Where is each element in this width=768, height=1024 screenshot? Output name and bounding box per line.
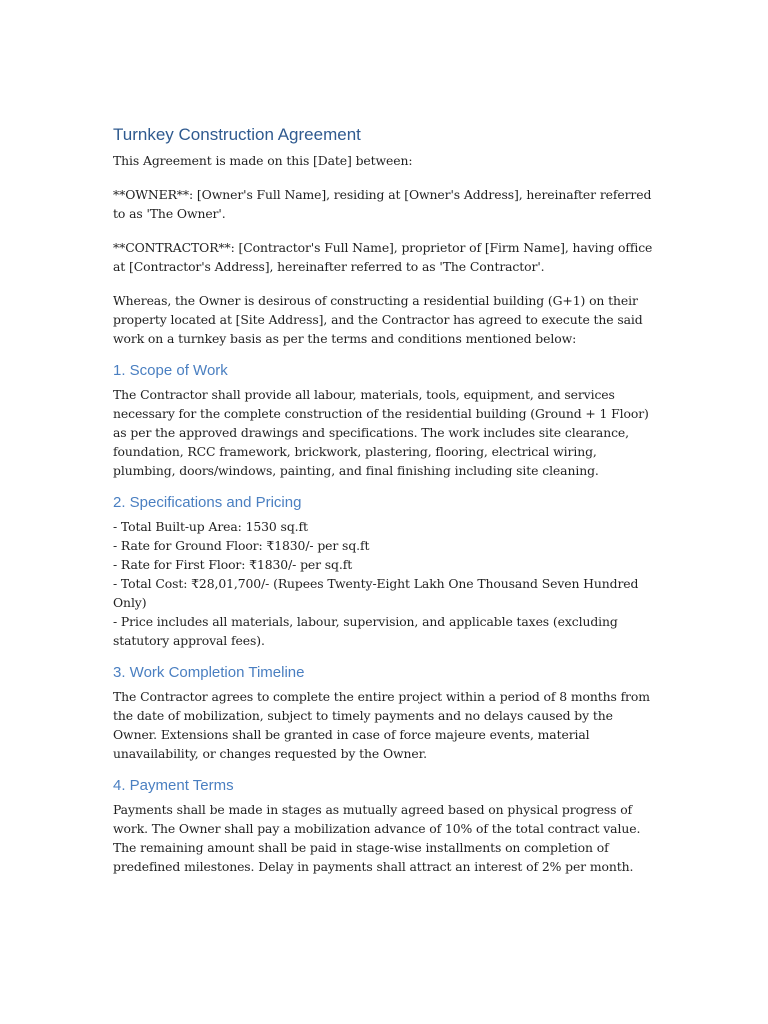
section-heading-timeline: 3. Work Completion Timeline bbox=[113, 664, 305, 681]
spec-line: - Total Built-up Area: 1530 sq.ft bbox=[113, 519, 308, 534]
section-heading-scope: 1. Scope of Work bbox=[113, 362, 228, 379]
spec-line: - Rate for First Floor: ₹1830/- per sq.ft bbox=[113, 557, 353, 572]
section-heading-specifications: 2. Specifications and Pricing bbox=[113, 494, 302, 511]
intro-paragraph: This Agreement is made on this [Date] between: bbox=[113, 153, 413, 168]
section-heading-payment: 4. Payment Terms bbox=[113, 777, 234, 794]
document-body bbox=[113, 124, 658, 876]
spec-line: - Price includes all materials, labour, supervision, and applicable taxes (excluding statutory approval fees). bbox=[113, 614, 618, 648]
whereas-paragraph: Whereas, the Owner is desirous of constructing a residential building (G+1) on their property located at [Site Address], and the Contractor has agreed to execute the said work on a turnkey basis as per the terms and conditions mentioned below: bbox=[113, 293, 643, 346]
document-title: Turnkey Construction Agreement bbox=[113, 125, 361, 144]
section-body-timeline: The Contractor agrees to complete the entire project within a period of 8 months from the date of mobilization, subject to timely payments and no delays caused by the Owner. Extensions shall be granted in case of force majeure events, material unavailability, or changes requested by the Owner. bbox=[113, 689, 650, 761]
spec-line: - Rate for Ground Floor: ₹1830/- per sq.ft bbox=[113, 538, 370, 553]
section-body-scope: The Contractor shall provide all labour, materials, tools, equipment, and services necessary for the complete construction of the residential building (Ground + 1 Floor) as per the approved drawings and specifications. The work includes site clearance, foundation, RCC framework, brickwork, plastering, flooring, electrical wiring, plumbing, doors/windows, painting, and final finishing including site cleaning. bbox=[113, 387, 649, 478]
spec-line: - Total Cost: ₹28,01,700/- (Rupees Twenty-Eight Lakh One Thousand Seven Hundred Only) bbox=[113, 576, 639, 610]
owner-clause: **OWNER**: [Owner's Full Name], residing at [Owner's Address], hereinafter referred to as 'The Owner'. bbox=[113, 187, 652, 221]
contractor-clause: **CONTRACTOR**: [Contractor's Full Name], proprietor of [Firm Name], having office at [Contractor's Address], hereinafter referred to as 'The Contractor'. bbox=[113, 240, 653, 274]
section-body-payment: Payments shall be made in stages as mutually agreed based on physical progress of work. The Owner shall pay a mobilization advance of 10% of the total contract value. The remaining amount shall be paid in stage-wise installments on completion of predefined milestones. Delay in payments shall attract an interest of 2% per month. bbox=[113, 802, 641, 874]
